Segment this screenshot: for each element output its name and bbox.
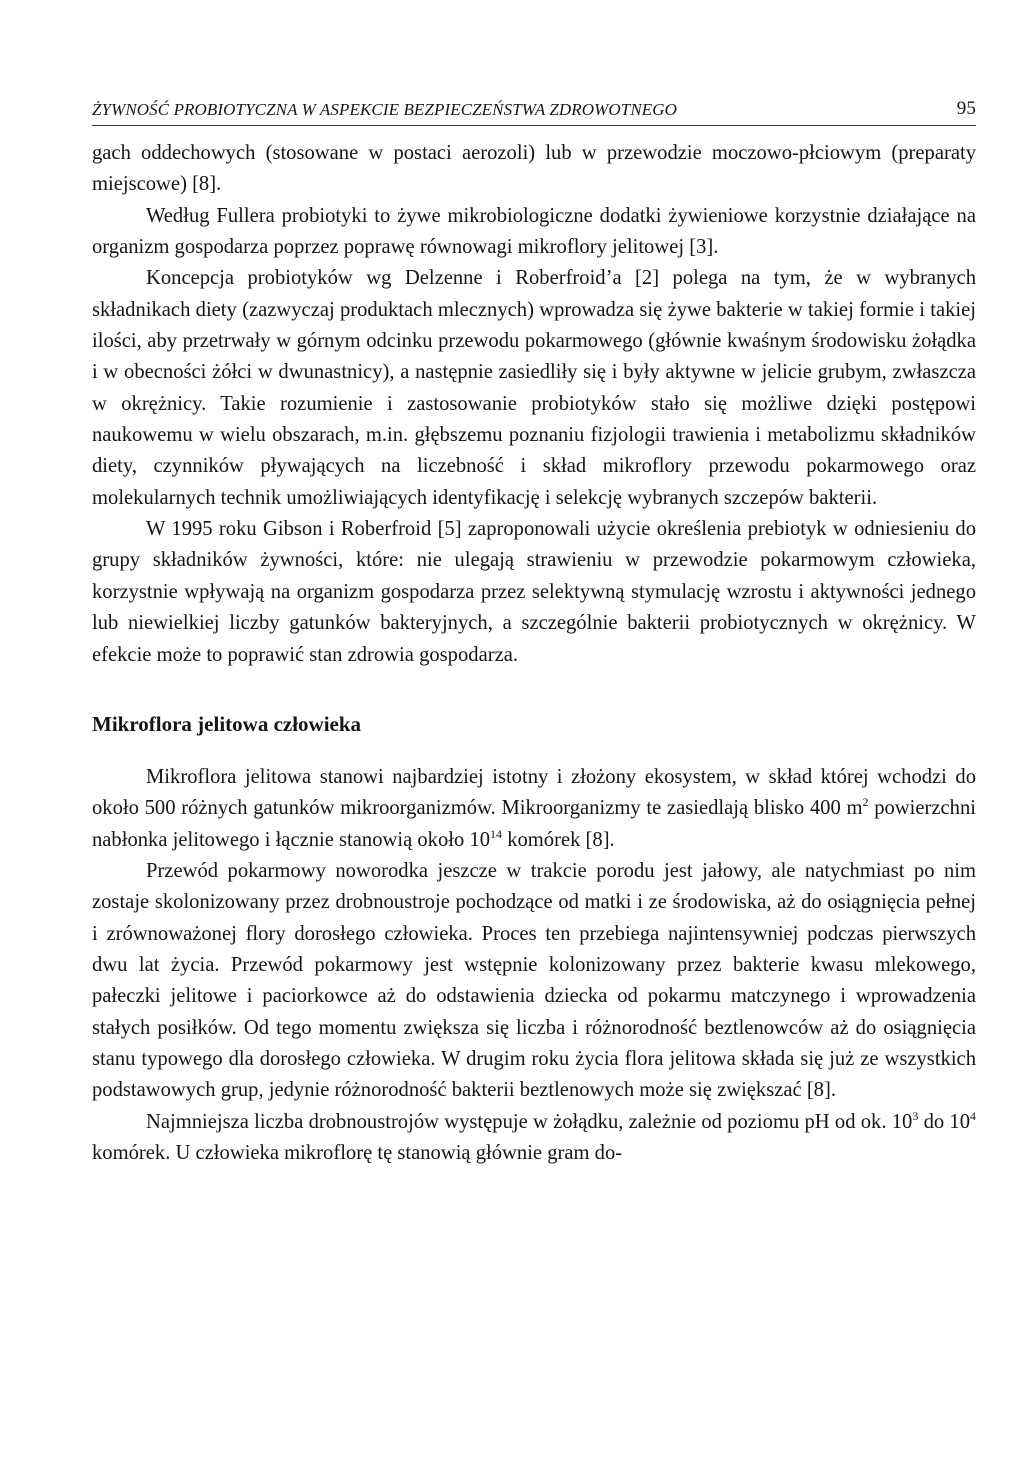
paragraph-delzenne: Koncepcja probiotyków wg Delzenne i Roberfroid’a [2] polega na tym, że w wybranych składnikach diety (zazwyczaj produktach mlecznych) wprowadza się żywe bakterie w takiej formie i takiej ilości, aby przetrwały w górnym odcinku przewodu pokarmowego (głównie kwaśnym środowisku żołądka i w obecności żółci w dwunastnicy), a następnie zasiedliły się i były aktywne w jelicie grubym, zwłaszcza w okrężnicy. Takie rozumienie i zastosowanie probiotyków stało się możliwe dzięki postępowi naukowemu w wielu obszarach, m.in. głębszemu poznaniu fizjologii trawienia i metabolizmu składników diety, czynników pływających na liczebność i skład mikroflory przewodu pokarmowego oraz molekularnych technik umożliwiających identyfikację i selekcję wybranych szczepów bakterii. [92,267,976,509]
text-run: do 10 [918,1110,970,1133]
superscript-exponent-b: 4 [970,1108,976,1123]
paragraph-gibson: W 1995 roku Gibson i Roberfroid [5] zaproponowali użycie określenia prebiotyk w odniesieniu do grupy składników żywności, które: nie ulegają strawieniu w przewodzie pokarmowym człowieka, korzystnie wpływają na organizm gospodarza przez selektywną stymulację wzrostu i aktywności jednego lub niewielkiej liczby gatunków bakteryjnych, a szczególnie bakterii probiotycznych w okrężnicy. W efekcie może to poprawić stan zdrowia gospodarza. [92,518,976,666]
superscript-cells-exponent: 14 [490,826,503,841]
paragraph-fuller: Według Fullera probiotyki to żywe mikrobiologiczne dodatki żywieniowe korzystnie działające na organizm gospodarza poprzez poprawę równowagi mikroflory jelitowej [3]. [92,204,976,259]
text-run: powierzchni nabłonka jelitowego i łącznie stanowią około 10 [92,797,976,851]
text-run: Najmniejsza liczba drobnoustrojów występuje w żołądku, zależnie od poziomu pH od ok. 10 [146,1110,913,1133]
page-number: 95 [956,98,976,119]
paragraph-mikroflora [92,762,976,856]
text-run: komórek. U człowieka mikroflorę tę stanowią głównie gram do- [92,1141,623,1164]
paragraph-noworodek: Przewód pokarmowy noworodka jeszcze w trakcie porodu jest jałowy, ale natychmiast po nim zostaje skolonizowany przez drobnoustroje pochodzące od matki i ze środowiska, aż do osiągnięcia pełnej i zrównoważonej flory dorosłego człowieka. Proces ten przebiega najintensywniej podczas pierwszych dwu lat życia. Przewód pokarmowy jest wstępnie kolonizowany przez bakterie kwasu mlekowego, pałeczki jelitowe i paciorkowce aż do odstawienia dziecka od pokarmu matczynego i wprowadzenia stałych posiłków. Od tego momentu zwiększa się liczba i różnorodność beztlenowców aż do osiągnięcia stanu typowego dla dorosłego człowieka. W drugim roku życia flora jelitowa składa się już ze wszystkich podstawowych grup, jedynie różnorodność bakterii beztlenowych może się zwiększać [8]. [92,859,976,1102]
body-text [92,138,976,1169]
running-header [92,98,976,126]
section-heading: Mikroflora jelitowa człowieka [92,711,362,736]
superscript-area-exponent: 2 [862,795,869,810]
document-page [92,98,976,1169]
paragraph-continued: gach oddechowych (stosowane w postaci aerozoli) lub w przewodzie moczowo-płciowym (preparaty miejscowe) [8]. [92,142,976,196]
running-title: ŻYWNOŚĆ PROBIOTYCZNA W ASPEKCIE BEZPIECZEŃSTWA ZDROWOTNEGO [92,100,678,119]
text-run: Mikroflora jelitowa stanowi najbardziej istotny i złożony ekosystem, w skład której wchodzi do około 500 różnych gatunków mikroorganizmów. Mikroorganizmy te zasiedlają blisko 400 m [92,765,976,820]
text-run: komórek [8]. [502,828,615,851]
superscript-exponent-a: 3 [912,1108,919,1123]
paragraph-zoladek [92,1107,976,1170]
